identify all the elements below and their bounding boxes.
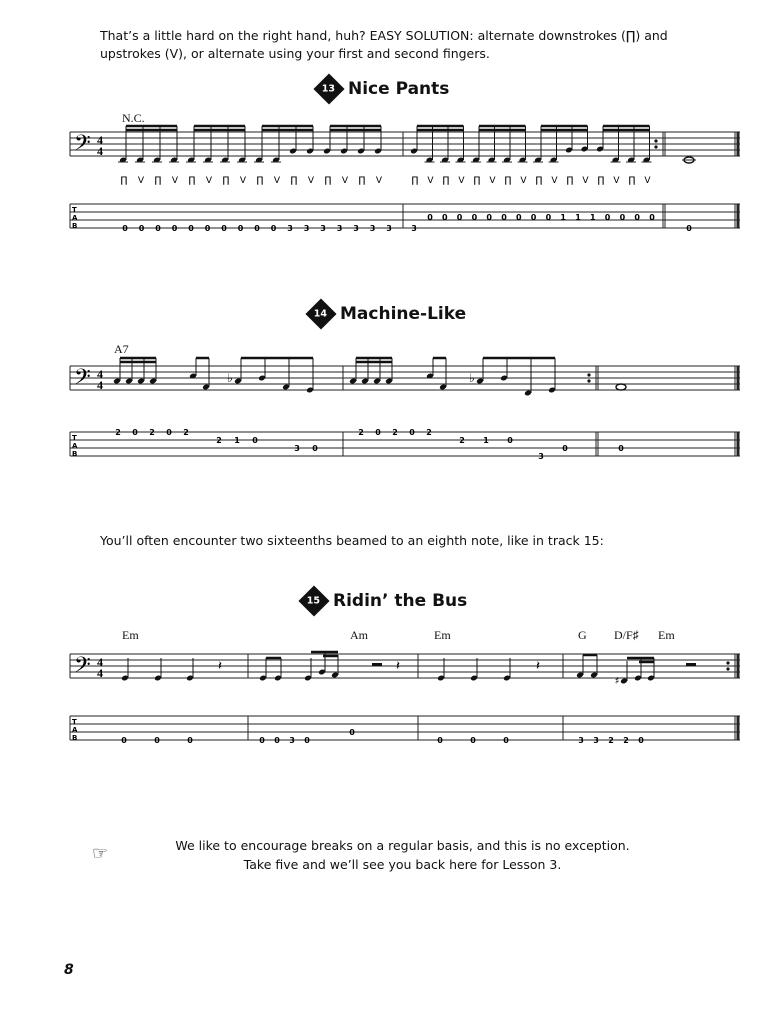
tab-number: 0 xyxy=(562,444,568,453)
tab-number: 0 xyxy=(649,213,655,222)
tab-number: 0 xyxy=(138,224,145,233)
tab-number: 0 xyxy=(187,736,193,745)
chord-g: G xyxy=(578,628,587,642)
stroke-mark: ∏ xyxy=(154,176,162,186)
bass-clef-icon: 𝄢 xyxy=(74,131,91,161)
time-sig-top: 4 xyxy=(97,133,103,147)
break-text-line-2: Take five and we’ll see you back here for Lesson 3. xyxy=(243,857,562,872)
tab-number: 0 xyxy=(122,224,128,233)
tab-number: 2 xyxy=(459,436,465,445)
track-badge-14: 14 xyxy=(305,298,336,329)
stroke-mark: ∏ xyxy=(120,176,128,186)
track-badge-15: 15 xyxy=(298,585,329,616)
tab-number: 0 xyxy=(154,736,160,745)
svg-text:T: T xyxy=(72,434,77,442)
chord-am: Am xyxy=(350,628,368,642)
staff-13-lines xyxy=(70,132,740,156)
tab-number: 0 xyxy=(274,736,280,745)
tab-label-a: A xyxy=(72,214,78,222)
rest-icon: 𝄽 xyxy=(218,659,222,674)
page-number: 8 xyxy=(64,962,74,978)
rest-icon: 𝄽 xyxy=(396,659,400,674)
tab-number: 3 xyxy=(386,224,392,233)
tab-number: 0 xyxy=(254,224,260,233)
svg-text:B: B xyxy=(72,450,78,458)
stroke-mark: V xyxy=(427,176,434,186)
stroke-mark: V xyxy=(551,176,558,186)
tab-number: 0 xyxy=(501,213,507,222)
stroke-mark: V xyxy=(375,176,383,186)
tab-number: 0 xyxy=(470,736,476,745)
tab-label-b: B xyxy=(72,222,78,230)
rest-icon: 𝄽 xyxy=(536,659,540,674)
tab-number: 1 xyxy=(483,436,489,445)
bass-clef-icon: 𝄢 xyxy=(74,653,91,683)
sharp-sign: ♯ xyxy=(614,676,620,687)
notes-14 xyxy=(113,358,556,396)
stroke-mark: V xyxy=(520,176,527,186)
stroke-mark: ∏ xyxy=(411,176,419,186)
tab-number: 0 xyxy=(503,736,509,745)
tab-number: 1 xyxy=(234,436,240,445)
stroke-mark: V xyxy=(239,176,247,186)
tab-number: 0 xyxy=(270,224,277,233)
chord-em-1: Em xyxy=(122,628,139,642)
stroke-mark: ∏ xyxy=(566,176,574,186)
tab-13-numbers xyxy=(122,213,692,233)
stroke-mark: V xyxy=(489,176,496,186)
song-title-13 xyxy=(318,78,449,100)
chord-em-3: Em xyxy=(658,628,675,642)
tab-number: 0 xyxy=(221,224,227,233)
bass-clef-icon: 𝄢 xyxy=(74,365,91,395)
tab-number: 0 xyxy=(121,736,127,745)
break-note xyxy=(165,836,640,874)
tab-number: 3 xyxy=(538,452,544,461)
song-title-text: Ridin’ the Bus xyxy=(333,591,468,611)
stroke-mark: ∏ xyxy=(442,176,450,186)
song-title-text: Nice Pants xyxy=(348,79,450,99)
whole-note xyxy=(616,384,626,390)
stroke-mark: V xyxy=(137,176,145,186)
tab-number: 2 xyxy=(149,428,155,437)
stroke-mark: ∏ xyxy=(324,176,332,186)
stroke-mark: V xyxy=(582,176,589,186)
tab-number: 0 xyxy=(618,444,624,453)
staff-14 xyxy=(0,354,768,474)
tab-number: 0 xyxy=(545,213,552,222)
track-badge-13: 13 xyxy=(313,73,344,104)
tab-number: 3 xyxy=(320,224,326,233)
tab-number: 3 xyxy=(289,736,295,745)
flat-sign: ♭ xyxy=(469,371,475,385)
chord-em-2: Em xyxy=(434,628,451,642)
tab-number: 0 xyxy=(252,436,258,445)
tab-number: 1 xyxy=(575,213,581,222)
svg-text:4: 4 xyxy=(97,666,103,680)
tab-number: 0 xyxy=(638,736,644,745)
tab-number: 3 xyxy=(593,736,599,745)
stroke-mark: ∏ xyxy=(256,176,264,186)
tab-number: 3 xyxy=(411,224,417,233)
stroke-marks-13 xyxy=(121,176,652,186)
tab-number: 0 xyxy=(442,213,448,222)
song-title-15 xyxy=(303,590,467,612)
intro-text: That’s a little hard on the right hand, huh? EASY SOLUTION: alternate downstrokes (∏) and upstrokes (V), or alternate using your first and second fingers. xyxy=(100,28,668,61)
tab-number: 0 xyxy=(456,213,463,222)
stroke-mark: V xyxy=(613,176,620,186)
svg-text:A: A xyxy=(72,442,78,450)
tab-number: 0 xyxy=(507,436,513,445)
tab-number: 0 xyxy=(237,224,244,233)
tab-number: 0 xyxy=(312,444,318,453)
stroke-mark: ∏ xyxy=(597,176,605,186)
svg-text:T: T xyxy=(72,718,77,726)
tab-number: 2 xyxy=(115,428,121,437)
half-rest xyxy=(372,663,382,666)
middle-text: You’ll often encounter two sixteenths beamed to an eighth note, like in track 15: xyxy=(100,533,604,548)
tab-number: 0 xyxy=(259,736,265,745)
tab-number: 1 xyxy=(590,213,596,222)
svg-text:4: 4 xyxy=(97,655,103,669)
tab-number: 3 xyxy=(336,224,343,233)
tab-number: 0 xyxy=(166,428,172,437)
svg-text:4: 4 xyxy=(97,367,103,381)
chord-d-fsharp: D/F♯ xyxy=(614,628,639,642)
stroke-mark: V xyxy=(341,176,349,186)
tab-label-t: T xyxy=(72,206,77,214)
tab-number: 3 xyxy=(353,224,359,233)
tab-number: 0 xyxy=(409,428,415,437)
stroke-mark: V xyxy=(458,176,465,186)
tab-number: 3 xyxy=(578,736,584,745)
tab-number: 0 xyxy=(516,213,522,222)
stroke-mark: ∏ xyxy=(535,176,543,186)
tab-15-numbers xyxy=(121,728,644,745)
stroke-mark: ∏ xyxy=(188,176,196,186)
tab-number: 0 xyxy=(686,224,692,233)
svg-text:A: A xyxy=(72,726,78,734)
stroke-mark: V xyxy=(273,176,281,186)
break-text-line-1: We like to encourage breaks on a regular basis, and this is no exception. xyxy=(175,838,630,853)
tab-number: 0 xyxy=(427,213,433,222)
chord-a7: A7 xyxy=(114,342,129,356)
stroke-mark: V xyxy=(307,176,315,186)
tab-number: 0 xyxy=(634,213,640,222)
tab-number: 0 xyxy=(530,213,537,222)
stroke-mark: ∏ xyxy=(504,176,512,186)
tab-number: 2 xyxy=(392,428,398,437)
flat-sign: ♭ xyxy=(227,371,233,385)
tab-number: 1 xyxy=(560,213,566,222)
tab-number: 3 xyxy=(287,224,293,233)
stroke-mark: ∏ xyxy=(222,176,230,186)
tab-number: 2 xyxy=(608,736,614,745)
stroke-mark: V xyxy=(644,176,651,186)
tab-number: 3 xyxy=(369,224,376,233)
tab-number: 0 xyxy=(155,224,161,233)
tab-number: 2 xyxy=(358,428,364,437)
tab-number: 0 xyxy=(349,728,355,737)
stroke-mark: V xyxy=(171,176,179,186)
stroke-mark: ∏ xyxy=(473,176,481,186)
tab-number: 0 xyxy=(204,224,211,233)
svg-text:4: 4 xyxy=(97,378,103,392)
tab-number: 0 xyxy=(188,224,194,233)
tab-number: 0 xyxy=(375,428,381,437)
tab-number: 3 xyxy=(294,444,300,453)
tab-number: 0 xyxy=(604,213,611,222)
tab-number: 3 xyxy=(303,224,310,233)
tab-number: 0 xyxy=(486,213,492,222)
pointing-hand-icon: ☞ xyxy=(92,843,109,864)
stroke-mark: ∏ xyxy=(358,176,366,186)
tab-number: 2 xyxy=(426,428,432,437)
song-title-14 xyxy=(310,303,466,325)
time-sig-bottom: 4 xyxy=(97,144,103,158)
tab-number: 0 xyxy=(171,224,178,233)
chord-nc: N.C. xyxy=(122,111,145,125)
staff-15 xyxy=(0,642,768,762)
svg-text:B: B xyxy=(72,734,78,742)
tab-number: 0 xyxy=(437,736,443,745)
tab-number: 0 xyxy=(471,213,478,222)
tab-number: 0 xyxy=(619,213,626,222)
tab-number: 0 xyxy=(132,428,138,437)
tab-number: 2 xyxy=(623,736,629,745)
tab-number: 2 xyxy=(183,428,189,437)
half-rest xyxy=(686,663,696,666)
stroke-mark: ∏ xyxy=(628,176,636,186)
song-title-text: Machine-Like xyxy=(340,304,467,324)
notes-15 xyxy=(121,652,696,687)
stroke-mark: V xyxy=(205,176,213,186)
tab-number: 2 xyxy=(216,436,222,445)
tab-number: 0 xyxy=(304,736,310,745)
stroke-mark: ∏ xyxy=(290,176,298,186)
